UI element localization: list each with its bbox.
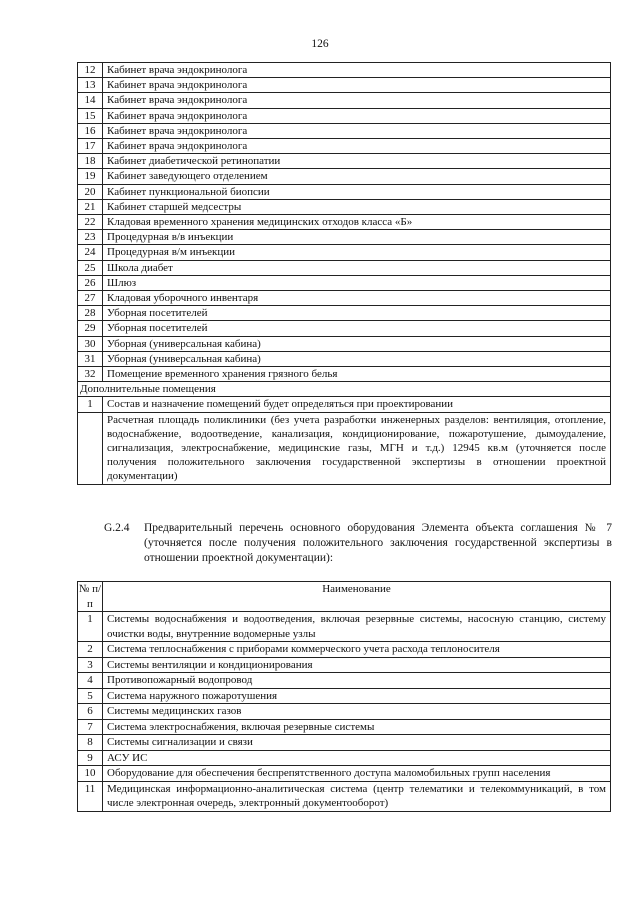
room-number: 1: [78, 397, 103, 412]
area-note: Расчетная площадь поликлиники (без учета разработки инженерных разделов: вентиляция, отопление, водоснабжение, водоотведение, канализация, кондиционирование, пожаротушение, дымоудаление, сигнализация, электроснабжение, медицинские газы, МГН и т.д.) 12945 кв.м (уточняется после получения положительного заключения государственной экспертизы в отношении проектной документации): [103, 412, 611, 484]
room-number: 31: [78, 351, 103, 366]
room-name: Уборная (универсальная кабина): [103, 351, 611, 366]
table-row: [78, 673, 611, 689]
table-row: [78, 351, 611, 366]
room-name: Уборная посетителей: [103, 321, 611, 336]
room-number: 29: [78, 321, 103, 336]
room-number: 25: [78, 260, 103, 275]
table-row: [78, 260, 611, 275]
room-name: Уборная (универсальная кабина): [103, 336, 611, 351]
area-note-row: [78, 412, 611, 484]
equipment-number: 1: [78, 612, 103, 642]
table-row: [78, 108, 611, 123]
room-name: Кабинет диабетической ретинопатии: [103, 154, 611, 169]
table-row: [78, 245, 611, 260]
equipment-name: Система электроснабжения, включая резервные системы: [103, 719, 611, 735]
room-name: Кабинет пункциональной биопсии: [103, 184, 611, 199]
table-row: [78, 642, 611, 658]
room-number: 28: [78, 306, 103, 321]
additional-heading: Дополнительные помещения: [78, 382, 611, 397]
room-number: 13: [78, 78, 103, 93]
room-number: 14: [78, 93, 103, 108]
equipment-number: 10: [78, 766, 103, 782]
table-row: [78, 321, 611, 336]
table-row: [78, 688, 611, 704]
room-number: 20: [78, 184, 103, 199]
equipment-number: 6: [78, 704, 103, 720]
section-heading: [104, 521, 612, 566]
room-name: Кладовая уборочного инвентаря: [103, 291, 611, 306]
room-number: 23: [78, 230, 103, 245]
equipment-name: Медицинская информационно-аналитическая система (центр телематики и телекоммуникаций, в том числе электронная очередь, электронный документооборот): [103, 781, 611, 811]
equipment-number: 11: [78, 781, 103, 811]
room-name: Помещение временного хранения грязного белья: [103, 367, 611, 382]
additional-heading-row: [78, 382, 611, 397]
room-number: 24: [78, 245, 103, 260]
table-row: [78, 336, 611, 351]
room-number: 17: [78, 139, 103, 154]
equipment-number: 5: [78, 688, 103, 704]
table-row: [78, 199, 611, 214]
table-row: [78, 750, 611, 766]
table-row: [78, 154, 611, 169]
equipment-number: 4: [78, 673, 103, 689]
table-row: [78, 397, 611, 412]
table-row: [78, 63, 611, 78]
table-row: [78, 306, 611, 321]
room-number: 27: [78, 291, 103, 306]
table-row: [78, 657, 611, 673]
table-row: [78, 275, 611, 290]
table-row: [78, 78, 611, 93]
room-name: Кабинет врача эндокринолога: [103, 123, 611, 138]
room-number: 32: [78, 367, 103, 382]
equipment-name: Система теплоснабжения с приборами коммерческого учета расхода теплоносителя: [103, 642, 611, 658]
equipment-name: Системы медицинских газов: [103, 704, 611, 720]
room-name: Кабинет врача эндокринолога: [103, 63, 611, 78]
room-name: Кабинет врача эндокринолога: [103, 78, 611, 93]
section-code: G.2.4: [104, 522, 130, 534]
table-row: [78, 612, 611, 642]
room-name: Кабинет врача эндокринолога: [103, 108, 611, 123]
equipment-name: Системы водоснабжения и водоотведения, включая резервные системы, насосную станцию, систему очистки воды, внутренние водомерные узлы: [103, 612, 611, 642]
header-num: № п/п: [78, 583, 102, 610]
equipment-table: [77, 581, 611, 812]
table-row: [78, 367, 611, 382]
room-name: Процедурная в/в инъекции: [103, 230, 611, 245]
page-number: 126: [311, 38, 329, 50]
equipment-name: Противопожарный водопровод: [103, 673, 611, 689]
table-row: [78, 93, 611, 108]
equipment-number: 7: [78, 719, 103, 735]
table-row: [78, 139, 611, 154]
room-name: Состав и назначение помещений будет определяться при проектировании: [103, 397, 611, 412]
room-number: 30: [78, 336, 103, 351]
table-row: [78, 169, 611, 184]
equipment-name: Система наружного пожаротушения: [103, 688, 611, 704]
table-row: [78, 291, 611, 306]
room-name: Кабинет врача эндокринолога: [103, 93, 611, 108]
equipment-name: Оборудование для обеспечения беспрепятственного доступа маломобильных групп населения: [103, 766, 611, 782]
room-name: Кабинет заведующего отделением: [103, 169, 611, 184]
rooms-table: [77, 62, 611, 485]
equipment-name: АСУ ИС: [103, 750, 611, 766]
room-name: Уборная посетителей: [103, 306, 611, 321]
table-row: [78, 184, 611, 199]
table-row: [78, 719, 611, 735]
room-number: 15: [78, 108, 103, 123]
room-number: 18: [78, 154, 103, 169]
table-row: [78, 230, 611, 245]
room-number: 12: [78, 63, 103, 78]
equipment-name: Системы вентиляции и кондиционирования: [103, 657, 611, 673]
room-name: Кабинет старшей медсестры: [103, 199, 611, 214]
room-number: 21: [78, 199, 103, 214]
table-row: [78, 735, 611, 751]
room-number: 26: [78, 275, 103, 290]
room-number: 22: [78, 215, 103, 230]
room-name: Школа диабет: [103, 260, 611, 275]
equipment-number: 2: [78, 642, 103, 658]
room-name: Процедурная в/м инъекции: [103, 245, 611, 260]
equipment-number: 8: [78, 735, 103, 751]
room-name: Кабинет врача эндокринолога: [103, 139, 611, 154]
header-name: Наименование: [103, 582, 611, 612]
table-row: [78, 781, 611, 811]
table-row: [78, 123, 611, 138]
room-number: 19: [78, 169, 103, 184]
table-header-row: [78, 582, 611, 612]
table-row: [78, 215, 611, 230]
table-row: [78, 704, 611, 720]
equipment-number: 3: [78, 657, 103, 673]
room-name: Шлюз: [103, 275, 611, 290]
equipment-name: Системы сигнализации и связи: [103, 735, 611, 751]
empty-cell: [78, 412, 103, 484]
room-name: Кладовая временного хранения медицинских отходов класса «Б»: [103, 215, 611, 230]
section-text: Предварительный перечень основного оборудования Элемента объекта соглашения № 7 (уточняется после получения положительного заключения государственной экспертизы в отношении проектной документации):: [144, 522, 612, 564]
equipment-number: 9: [78, 750, 103, 766]
room-number: 16: [78, 123, 103, 138]
table-row: [78, 766, 611, 782]
